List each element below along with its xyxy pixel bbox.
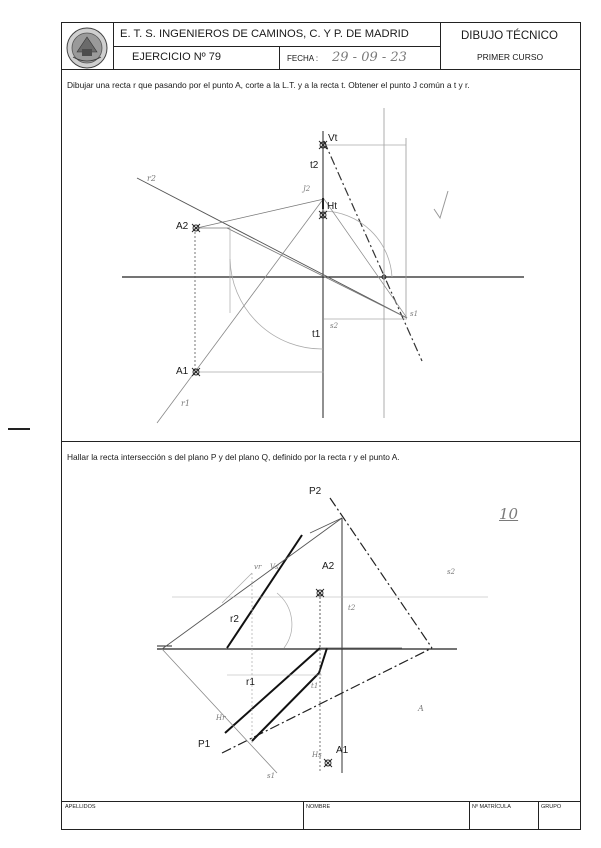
footer-matricula-cell xyxy=(469,802,539,830)
subject-title: DIBUJO TÉCNICO xyxy=(461,30,558,42)
t2-label-2: t2 xyxy=(348,604,356,612)
exercise2-statement: Hallar la recta intersección s del plano P y del plano Q, definido por la recta r y el punto A. xyxy=(67,452,400,462)
j2-label: J2 xyxy=(303,185,311,193)
school-name: E. T. S. INGENIEROS DE CAMINOS, C. Y P. DE MADRID xyxy=(120,28,409,40)
r2-label: r2 xyxy=(147,174,156,183)
exercise2-drawing xyxy=(62,443,582,803)
construction-arc xyxy=(230,259,323,349)
date-label: FECHA : xyxy=(287,54,319,63)
s1-label: s1 xyxy=(410,310,419,318)
t1-label: t1 xyxy=(312,329,321,340)
p2-label: P2 xyxy=(309,486,322,497)
construction-2b xyxy=(310,518,342,533)
construction-2g xyxy=(222,573,252,603)
vr-label: vr xyxy=(254,563,262,571)
a1-label-2: A1 xyxy=(336,745,349,756)
a1-label: A1 xyxy=(176,366,189,377)
t1-label-2: t1 xyxy=(311,682,319,690)
s1-line xyxy=(252,673,319,741)
s2-label: s2 xyxy=(330,322,339,330)
nombre-label: NOMBRE xyxy=(306,804,331,810)
ht-label: Ht xyxy=(327,201,337,212)
r2-line xyxy=(137,178,407,318)
exercise-sheet xyxy=(61,22,581,830)
exercise1-drawing xyxy=(62,23,582,443)
hr-label: Hr xyxy=(216,714,226,722)
a-label: A xyxy=(418,704,424,713)
t2-line xyxy=(324,141,422,361)
p2-trace xyxy=(330,498,432,648)
p1-label: P1 xyxy=(198,739,211,750)
footer-apellidos-cell xyxy=(62,802,304,830)
a2-label-2: A2 xyxy=(322,561,335,572)
r2-label-2: r2 xyxy=(230,614,239,625)
exercise1-statement: Dibujar una recta r que pasando por el punto A, corte a la L.T. y a la recta t. Obtener el punto J común a t y r. xyxy=(67,80,470,90)
construction-line-c xyxy=(324,199,407,318)
construction-2d xyxy=(162,649,277,773)
margin-mark xyxy=(8,428,30,430)
point-markers-2 xyxy=(316,589,332,767)
footer-row xyxy=(62,801,580,830)
footer-nombre-cell xyxy=(303,802,470,830)
r2-line xyxy=(227,535,302,648)
r1-label-2: r1 xyxy=(246,677,255,688)
vt-label: Vt xyxy=(328,133,338,144)
exercise-number: EJERCICIO Nº 79 xyxy=(132,51,221,63)
matricula-label: Nº MATRÍCULA xyxy=(472,804,511,810)
p1-trace xyxy=(222,648,432,753)
t2-label: t2 xyxy=(310,160,319,171)
date-value: 29 - 09 - 23 xyxy=(332,50,407,65)
construction-arc-2 xyxy=(323,211,392,277)
point-markers xyxy=(192,141,386,376)
arc-construction xyxy=(277,593,292,648)
hs-label: Hs xyxy=(312,751,322,759)
course-label: PRIMER CURSO xyxy=(477,52,544,62)
grupo-label: GRUPO xyxy=(541,804,562,810)
a2-label: A2 xyxy=(176,221,189,232)
vs-label: Vs xyxy=(270,563,279,571)
apellidos-label: APELLIDOS xyxy=(65,804,96,810)
s1-label-2: s1 xyxy=(267,772,276,780)
r1-label: r1 xyxy=(181,399,190,408)
grade-mark: 10 xyxy=(499,505,519,523)
footer-grupo-cell xyxy=(538,802,580,830)
s2-label-2: s2 xyxy=(447,568,456,576)
